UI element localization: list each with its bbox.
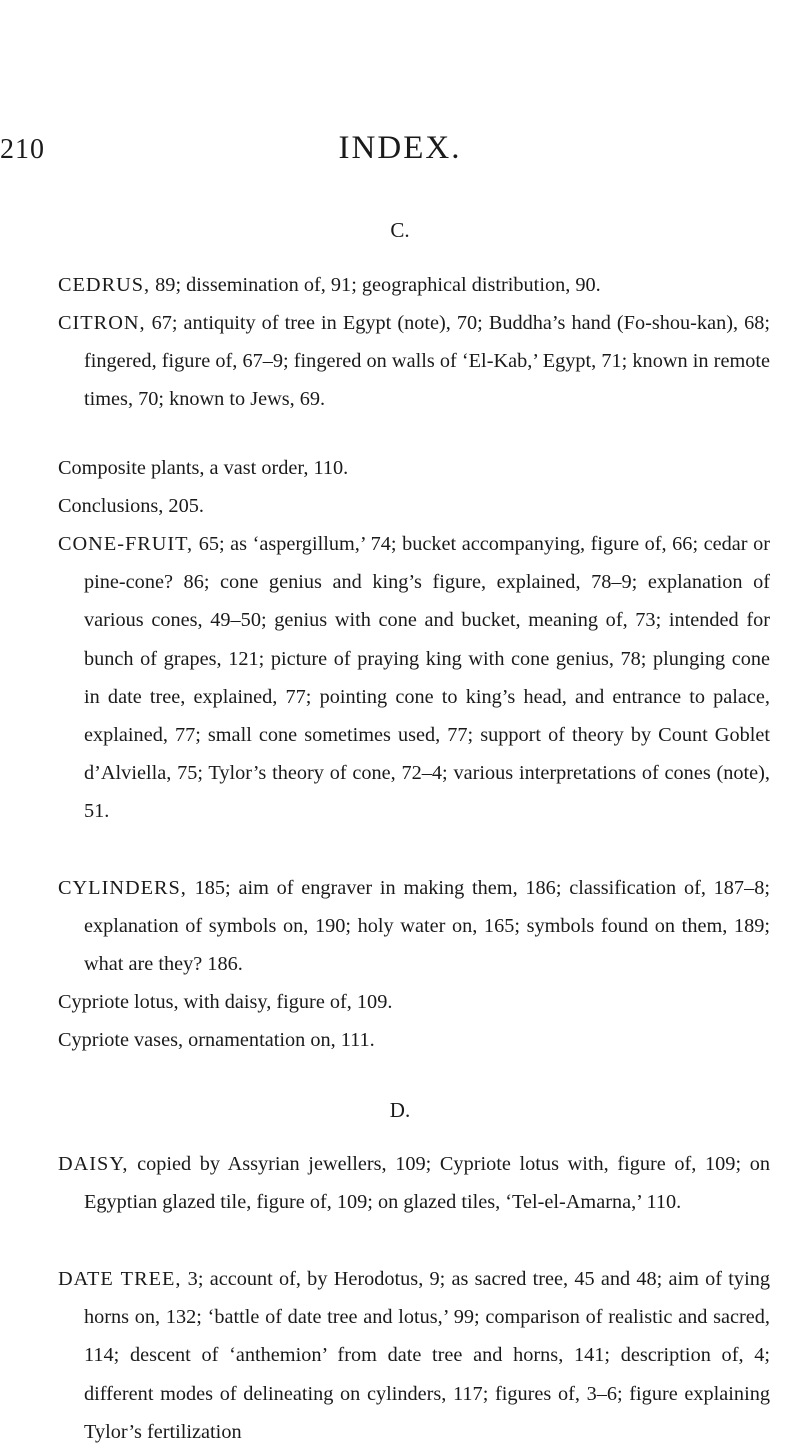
index-entry-daisy xyxy=(58,1145,770,1221)
entry-text: copied by Assyrian jewellers, 109; Cypriote lotus with, figure of, 109; on Egyptian glazed tile, figure of, 109; on glazed tiles, ‘Tel-el-Amarna,’ 110. xyxy=(84,1153,770,1214)
entry-headword: CEDRUS, xyxy=(58,274,151,296)
section-heading-d: D. xyxy=(389,1098,411,1122)
entry-text: Cypriote lotus, with daisy, figure of, 109. xyxy=(58,991,393,1013)
page-title: INDEX. xyxy=(338,130,462,166)
index-entry-conclusions xyxy=(58,487,770,525)
entry-text: 65; as ‘aspergillum,’ 74; bucket accompanying, figure of, 66; cedar or pine-cone? 86; cone genius and king’s figure, explained, 78–9; explanation of various cones, 49–50; genius with cone and bucket, meaning of, 73; intended for bunch of grapes, 121; picture of praying king with cone genius, 78; plunging cone in date tree, explained, 77; pointing cone to king’s head, and entrance to palace, explained, 77; small cone sometimes used, 77; support of theory by Count Goblet d’Alviella, 75; Tylor’s theory of cone, 72–4; various interpretations of cones (note), 51. xyxy=(84,533,770,823)
index-entry-composite-plants xyxy=(58,449,770,487)
index-entry-cone-fruit xyxy=(58,525,770,831)
section-d xyxy=(0,1098,800,1123)
index-entry-date-tree xyxy=(58,1260,770,1451)
entry-headword: DAISY, xyxy=(58,1153,129,1175)
index-entry-cylinders xyxy=(58,869,770,984)
entry-headword: DATE TREE, xyxy=(58,1268,182,1290)
section-c xyxy=(0,218,800,243)
index-entry-cypriote-lotus xyxy=(58,983,770,1021)
section-heading-c: C. xyxy=(390,218,410,242)
index-entry-citron xyxy=(58,304,770,419)
entry-text: Cypriote vases, ornamentation on, 111. xyxy=(58,1029,375,1051)
entry-text: Conclusions, 205. xyxy=(58,495,204,517)
entry-text: Composite plants, a vast order, 110. xyxy=(58,457,349,479)
entry-text: 67; antiquity of tree in Egypt (note), 70; Buddha’s hand (Fo-shou-kan), 68; fingered, figure of, 67–9; fingered on walls of ‘El-Kab,’ Egypt, 71; known in remote times, 70; known to Jews, 69. xyxy=(84,312,770,411)
entry-text: 3; account of, by Herodotus, 9; as sacred tree, 45 and 48; aim of tying horns on, 132; ‘battle of date tree and lotus,’ 99; comparison of realistic and sacred, 114; descent of ‘anthemion’ from date tree and horns, 141; description of, 4; different modes of delineating on cylinders, 117; figures of, 3–6; figure explaining Tylor’s fertilization xyxy=(84,1268,770,1443)
index-entry-cedrus xyxy=(58,266,770,304)
entry-headword: CYLINDERS, xyxy=(58,877,187,899)
page-number: 210 xyxy=(0,134,45,165)
entry-headword: CITRON, xyxy=(58,312,146,334)
index-entry-cypriote-vases xyxy=(58,1021,770,1059)
entry-text: 185; aim of engraver in making them, 186; classification of, 187–8; explanation of symbols on, 190; holy water on, 165; symbols found on them, 189; what are they? 186. xyxy=(84,877,770,976)
entry-headword: CONE-FRUIT, xyxy=(58,533,194,555)
entry-text: 89; dissemination of, 91; geographical distribution, 90. xyxy=(150,274,601,296)
